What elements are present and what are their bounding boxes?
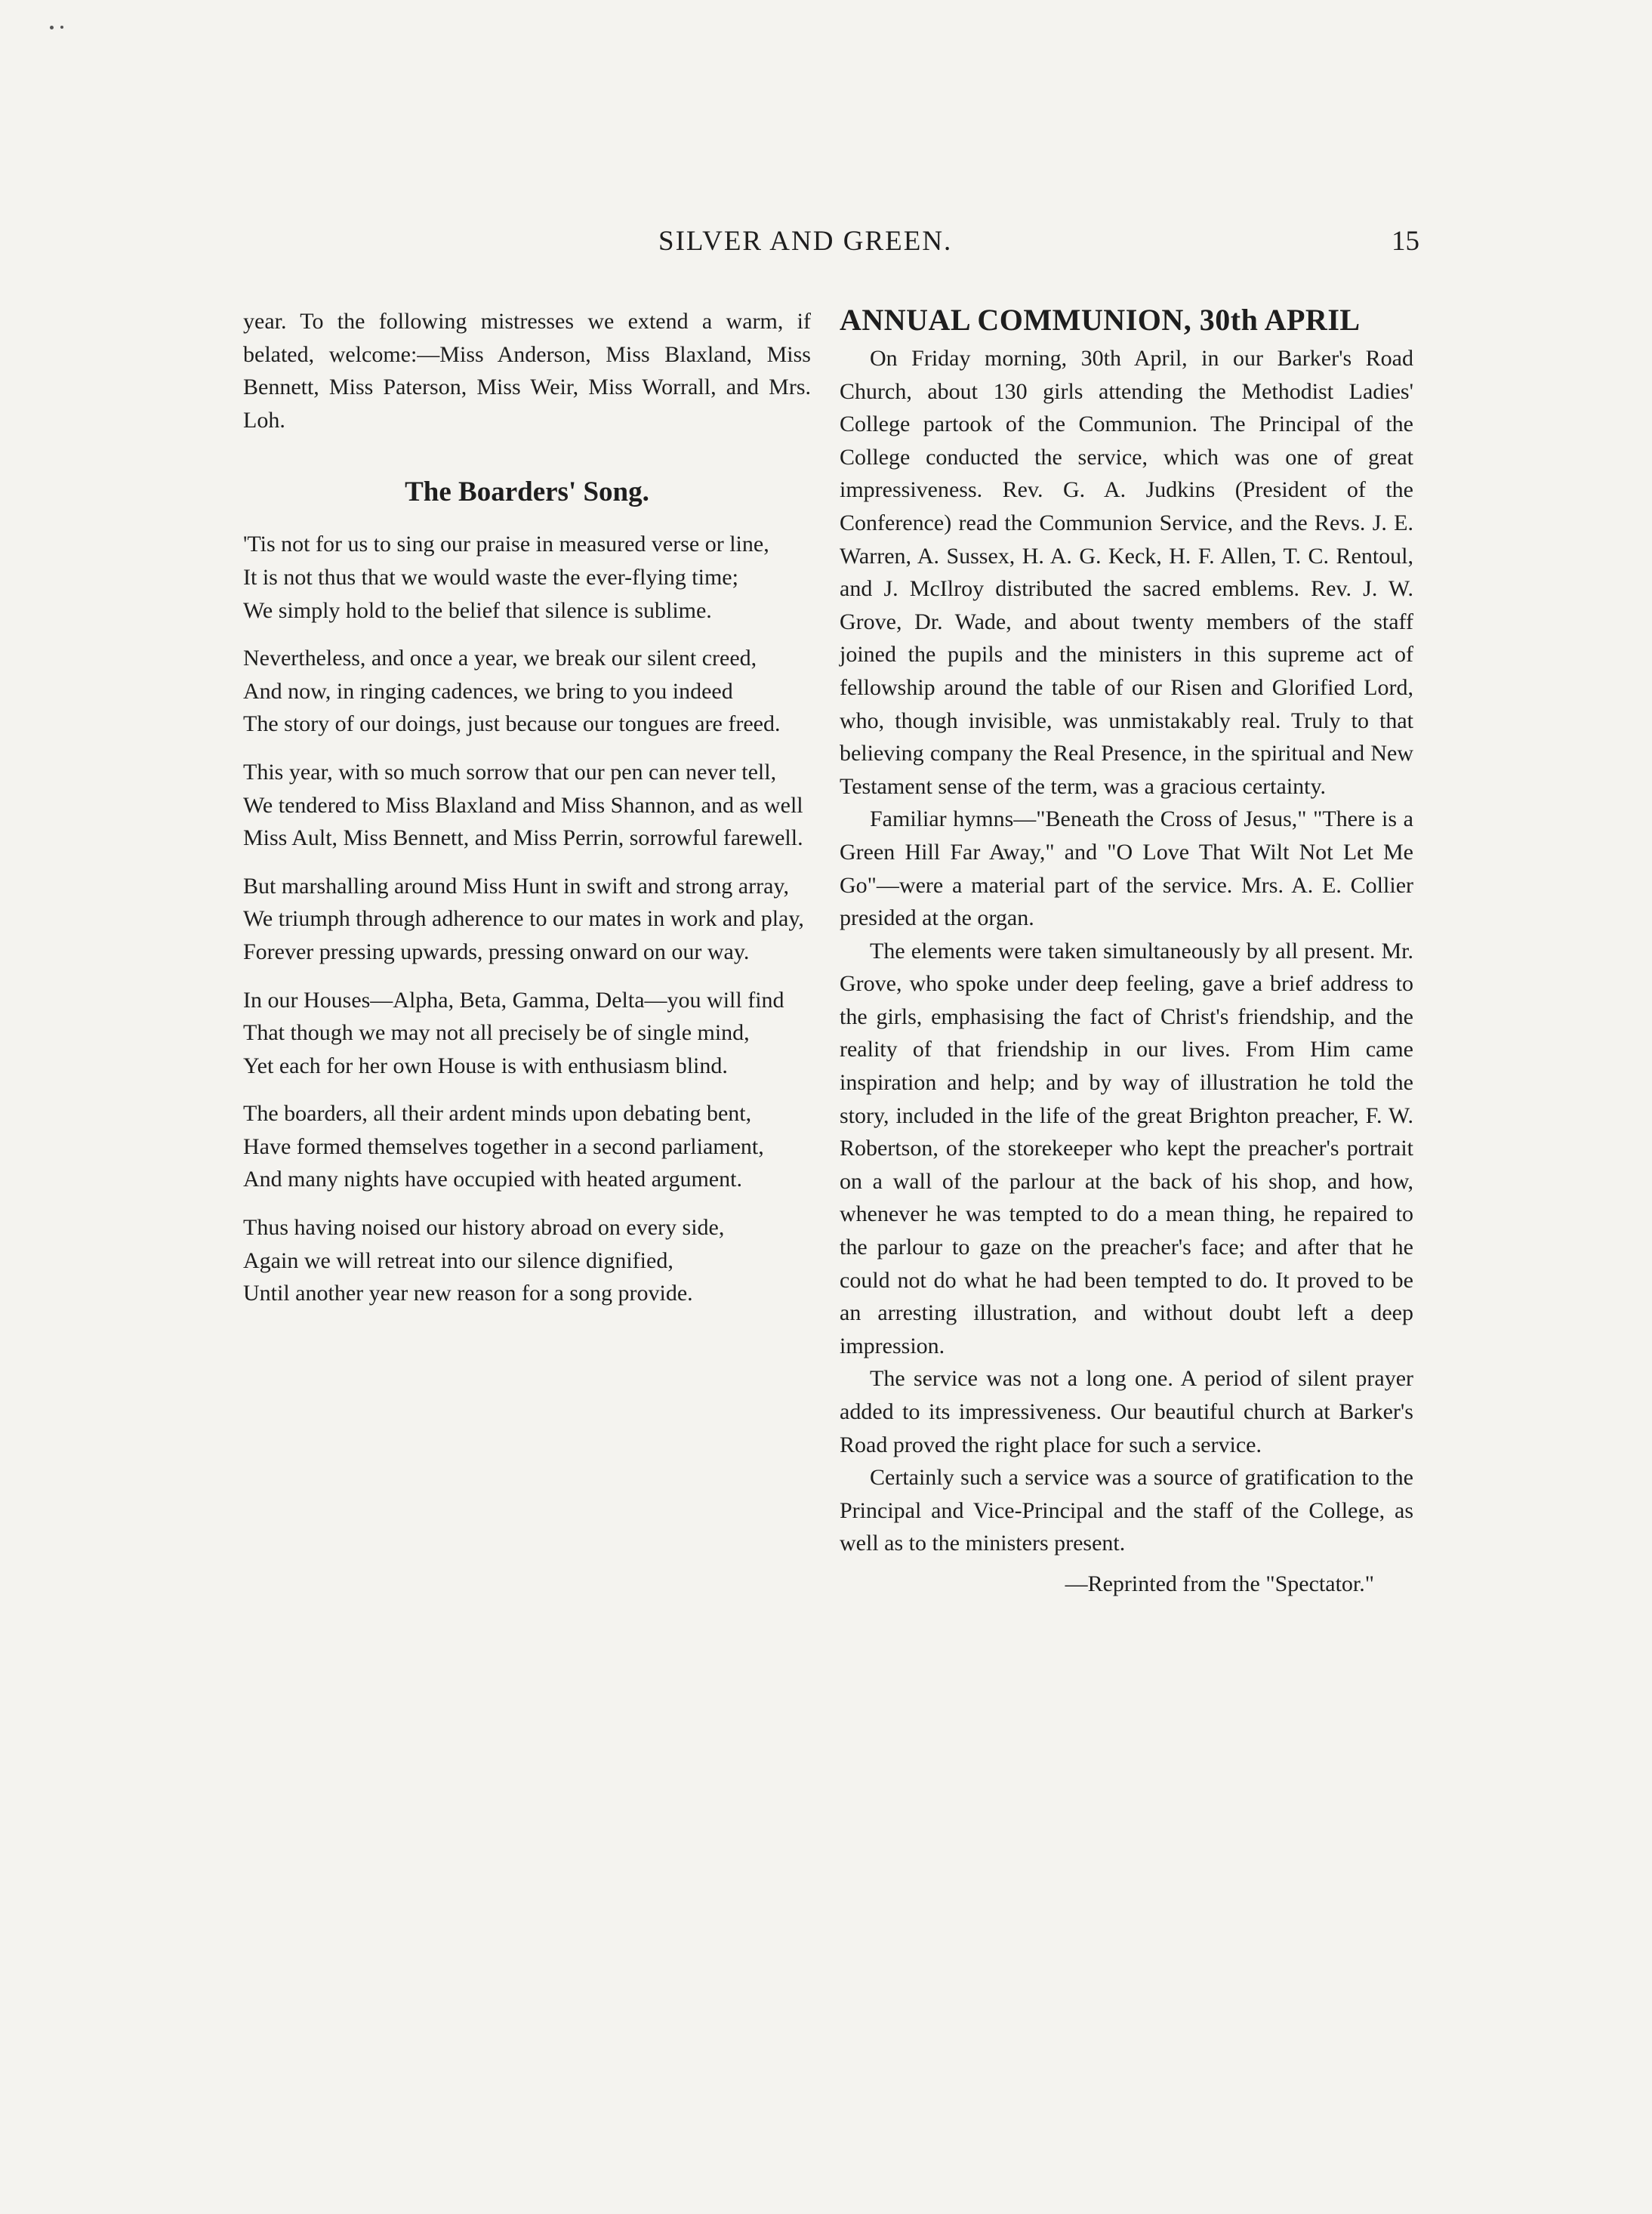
verse-line: Thus having noised our history abroad on every side, — [243, 1215, 725, 1241]
stanza — [243, 756, 811, 855]
attribution: —Reprinted from the "Spectator." — [1065, 1571, 1374, 1596]
verse-line: Yet each for her own House is with enthusiasm blind. — [243, 1053, 728, 1078]
stanza — [243, 870, 811, 969]
verse-line: In our Houses—Alpha, Beta, Gamma, Delta—you will find — [243, 987, 784, 1013]
verse-line: That though we may not all precisely be of single mind, — [243, 1020, 750, 1046]
left-column — [243, 305, 811, 1325]
page-number: 15 — [1392, 226, 1419, 257]
stanza — [243, 642, 811, 741]
verse-line: Again we will retreat into our silence dignified, — [243, 1247, 673, 1273]
verse-line: Have formed themselves together in a second parliament, — [243, 1133, 764, 1159]
verse-line: But marshalling around Miss Hunt in swift and strong array, — [243, 873, 789, 899]
verse-line: The story of our doings, just because our tongues are freed. — [243, 711, 781, 737]
article-paragraph: On Friday morning, 30th April, in our Barker's Road Church, about 130 girls attending the Methodist Ladies' College partook of the Communion. The Principal of the College conducted the service, which was one of great impressiveness. Rev. G. A. Judkins (President of the Conference) read the Communion Service, and the Revs. J. E. Warren, A. Sussex, H. A. G. Keck, H. F. Allen, T. C. Rentoul, and J. McIlroy distributed the sacred emblems. Rev. J. W. Grove, Dr. Wade, and about twenty members of the staff joined the pupils and the ministers in this supreme act of fellowship around the table of our Risen and Glorified Lord, who, though invisible, was unmistakably real. Truly to that believing company the Real Presence, in the spiritual and New Testament sense of the term, was a gracious certainty. — [840, 346, 1413, 799]
verse-line: We triumph through adherence to our mates in work and play, — [243, 906, 804, 932]
verse-line: Miss Ault, Miss Bennett, and Miss Perrin, sorrowful farewell. — [243, 825, 803, 851]
stanza — [243, 528, 811, 627]
stanza — [243, 1211, 811, 1310]
verse-line: Nevertheless, and once a year, we break our silent creed, — [243, 646, 757, 671]
verse-line: Until another year new reason for a song provide. — [243, 1281, 693, 1306]
intro-paragraph: year. To the following mistresses we extend a warm, if belated, welcome:—Miss Anderson, Miss Blaxland, Miss Bennett, Miss Paterson, Miss Weir, Miss Worrall, and Mrs. Loh. — [243, 309, 811, 433]
article-paragraph: Familiar hymns—"Beneath the Cross of Jesus," "There is a Green Hill Far Away," and "O Love That Wilt Not Let Me Go"—were a material part of the service. Mrs. A. E. Collier presided at the organ. — [840, 806, 1413, 931]
verse-line: We simply hold to the belief that silence is sublime. — [243, 597, 712, 623]
verse-line: 'Tis not for us to sing our praise in measured verse or line, — [243, 532, 769, 557]
scan-speck — [60, 26, 63, 29]
verse-line: This year, with so much sorrow that our pen can never tell, — [243, 759, 777, 785]
verse-line: We tendered to Miss Blaxland and Miss Shannon, and as well — [243, 792, 803, 818]
verse-line: The boarders, all their ardent minds upon debating bent, — [243, 1101, 752, 1127]
article-paragraph: The elements were taken simultaneously by all present. Mr. Grove, who spoke under deep feeling, gave a brief address to the girls, emphasising the fact of Christ's friendship, and the reality of that friendship in our lives. From Him came inspiration and help; and by way of illustration he told the story, included in the life of the great Brighton preacher, F. W. Robertson, of the storekeeper who kept the preacher's portrait on a wall of the parlour at the back of his shop, and how, whenever he was tempted to do a mean thing, he repaired to the parlour to gaze on the preacher's face; and after that he could not do what he had been tempted to do. It proved to be an arresting illustration, and without doubt left a deep impression. — [840, 938, 1413, 1358]
article-paragraph: Certainly such a service was a source of gratification to the Principal and Vice-Principal and the staff of the College, as well as to the ministers present. — [840, 1465, 1413, 1556]
right-column — [840, 302, 1413, 1601]
poem-title: The Boarders' Song. — [405, 476, 649, 508]
poem — [243, 528, 811, 1309]
article-paragraph: The service was not a long one. A period of silent prayer added to its impressiveness. Our beautiful church at Barker's Road proved the right place for such a service. — [840, 1366, 1413, 1457]
verse-line: And now, in ringing cadences, we bring to you indeed — [243, 678, 733, 704]
stanza — [243, 1097, 811, 1196]
verse-line: It is not thus that we would waste the ever-flying time; — [243, 564, 738, 590]
verse-line: Forever pressing upwards, pressing onward on our way. — [243, 939, 750, 964]
stanza — [243, 984, 811, 1083]
scan-speck — [50, 26, 54, 29]
article-title: ANNUAL COMMUNION, 30th APRIL — [840, 303, 1361, 337]
verse-line: And many nights have occupied with heated argument. — [243, 1167, 742, 1192]
running-title: SILVER AND GREEN. — [658, 226, 953, 257]
page-header — [242, 225, 1419, 263]
